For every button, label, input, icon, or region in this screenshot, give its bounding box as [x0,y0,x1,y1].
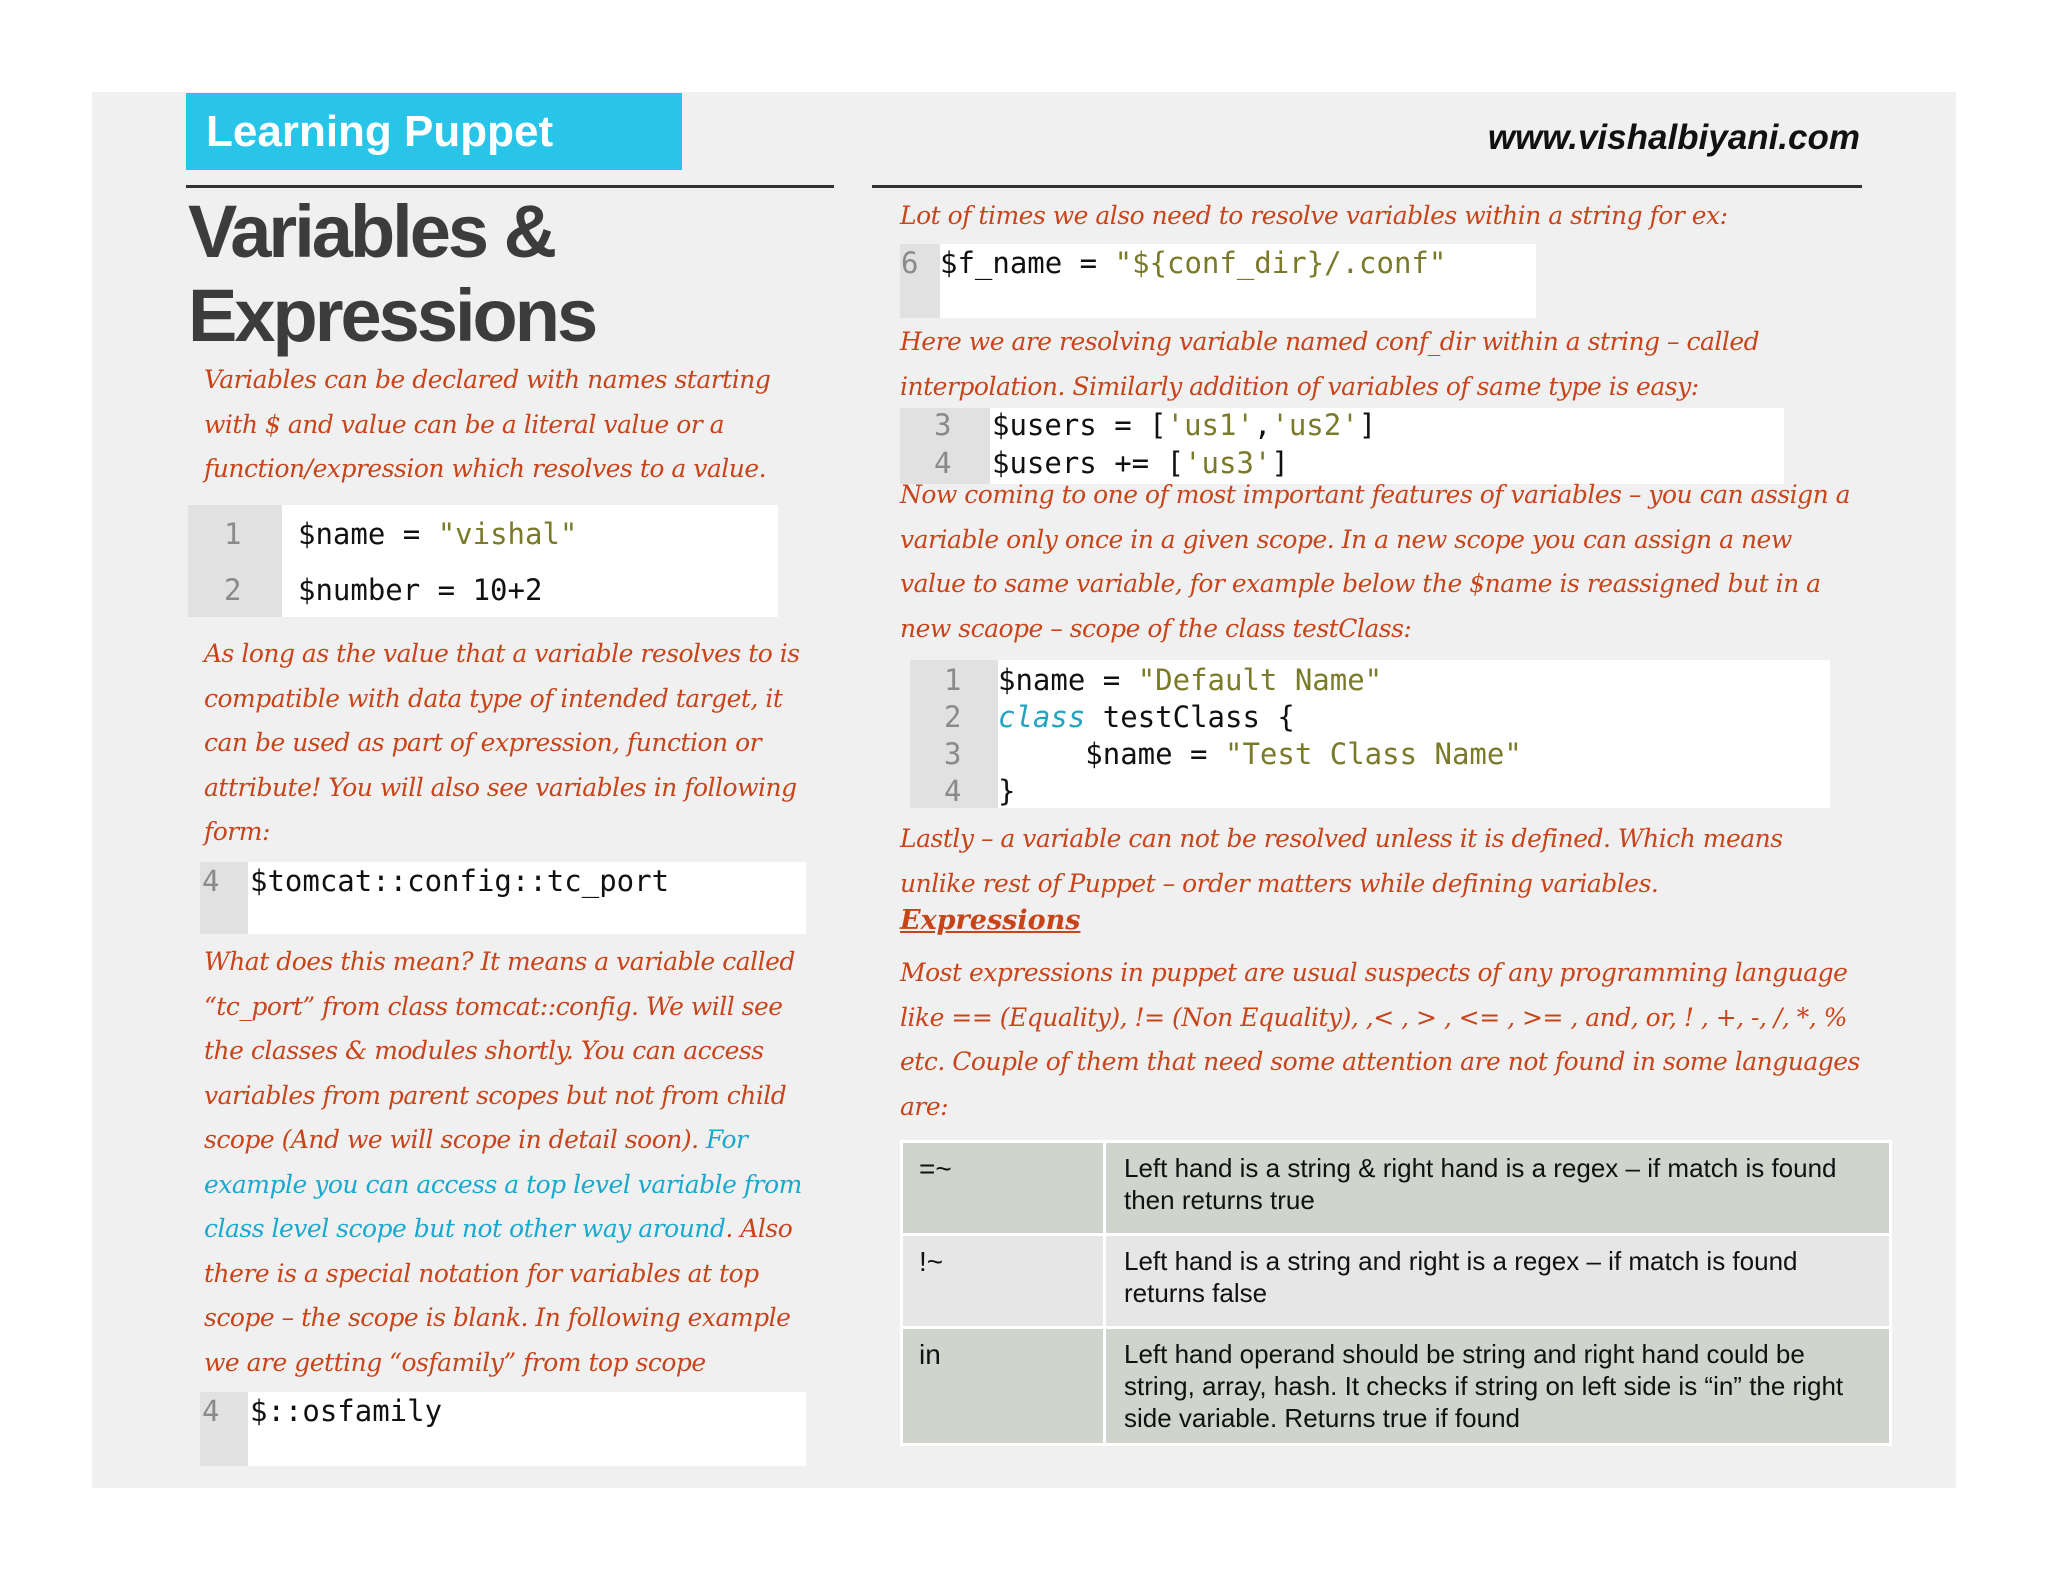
code-block-tomcat-port [200,862,806,934]
code-line: $number = 10+2 [298,573,543,607]
description-cell: Left hand is a string and right is a regex – if match is found returns false [1105,1235,1891,1328]
left-compatibility-paragraph: As long as the value that a variable resolves to is compatible with data type of intended target, it can be used as part of expression, function or attribute! You will also see variables in following form: [204,639,800,846]
code-text: $name = [998,663,1138,697]
operator-cell: =~ [902,1142,1105,1235]
right-interpolation-paragraph: Here we are resolving variable named conf_dir within a string – called interpolation. Similarly addition of variables of same type is easy: [900,327,1760,401]
code-text: $f_name = [940,246,1115,280]
page-title [188,190,595,358]
left-divider [186,185,834,188]
title-line-2: Expressions [188,274,596,357]
code-text: $users = [ [992,408,1167,442]
line-number: 4 [202,864,220,898]
table-row [902,1142,1891,1235]
code-string: "vishal" [437,517,578,551]
code-string: "Test Class Name" [1224,737,1522,771]
code-text: , [1253,408,1272,442]
description-cell: Left hand operand should be string and right hand could be string, array, hash. It checks if string on left side is “in” the right side variable. Returns true if found [1105,1328,1891,1445]
code-string: 'us1' [1166,408,1254,442]
right-expressions-paragraph: Most expressions in puppet are usual suspects of any programming language like == (Equality), != (Non Equality), ,< , > , <= , >= , and, or, ! , +, -, /, *, % etc. Couple of them that need some attention are not found in some languages are: [900,958,1860,1121]
code-line [998,737,1522,771]
title-line-1: Variables & [188,190,555,273]
code-line [940,246,1446,280]
code-line [998,663,1382,697]
scope-text-continued: . Also there is a special notation for variables at top scope – the scope is blank. In following example we are getting “osfamily” from top scope [204,1214,793,1377]
table-row [902,1328,1891,1445]
code-keyword: class [998,700,1086,734]
code-block-name-number [188,505,778,617]
line-number: 1 [224,517,242,551]
learning-puppet-badge: Learning Puppet [186,93,682,170]
code-block-fname [900,244,1536,318]
line-number: 3 [934,408,952,442]
code-line [992,408,1376,442]
line-number: 1 [944,663,962,697]
code-text: $name = [998,737,1225,771]
right-scope-paragraph: Now coming to one of most important features of variables – you can assign a variable only once in a given scope. In a new scope you can assign a new value to same variable, for example below the $name is reassigned but in a new scaope – scope of the class testClass: [900,480,1851,643]
operators-table [900,1140,1892,1446]
code-string: 'us3' [1184,446,1272,480]
operator-cell: !~ [902,1235,1105,1328]
code-string: "Default Name" [1137,663,1383,697]
line-number: 6 [901,246,919,280]
table-row [902,1235,1891,1328]
line-number: 4 [202,1394,220,1428]
expressions-heading: Expressions [900,905,1081,936]
line-number: 3 [944,737,962,771]
description-cell: Left hand is a string & right hand is a regex – if match is found then returns true [1105,1142,1891,1235]
code-line: } [998,774,1016,808]
line-number: 4 [934,446,952,480]
code-string: "${conf_dir}/.conf" [1114,246,1447,280]
scope-text: What does this mean? It means a variable called “tc_port” from class tomcat::config. We will see the classes & modules shortly. You can access variables from parent scopes but not from child scope (And we will scope in detail soon). [204,947,795,1154]
code-line: $tomcat::config::tc_port [250,864,670,898]
code-text: testClass { [1085,700,1295,734]
code-block-osfamily [200,1392,806,1466]
code-text: ] [1271,446,1289,480]
code-line [998,700,1295,734]
operator-cell: in [902,1328,1105,1445]
code-line: $::osfamily [250,1394,443,1428]
line-number: 2 [224,573,242,607]
line-number: 2 [944,700,962,734]
code-text: $name = [298,517,438,551]
line-number: 4 [944,774,962,808]
code-line [298,517,577,551]
code-block-testclass [910,660,1830,808]
left-intro-paragraph: Variables can be declared with names starting with $ and value can be a literal value or a function/expression which resolves to a value. [204,365,771,483]
code-string: 'us2' [1271,408,1359,442]
website-url[interactable]: www.vishalbiyani.com [1487,118,1860,157]
scope-example-highlight: For example you can access a top level variable from class level scope but not other way around [204,1125,802,1243]
code-text: ] [1358,408,1377,442]
left-scope-paragraph [204,940,812,1385]
right-interpolation-intro: Lot of times we also need to resolve variables within a string for ex: [900,201,1728,230]
right-divider [872,185,1862,188]
right-order-paragraph: Lastly – a variable can not be resolved unless it is defined. Which means unlike rest of Puppet – order matters while defining variables. [900,824,1783,898]
code-text: $users += [ [992,446,1185,480]
